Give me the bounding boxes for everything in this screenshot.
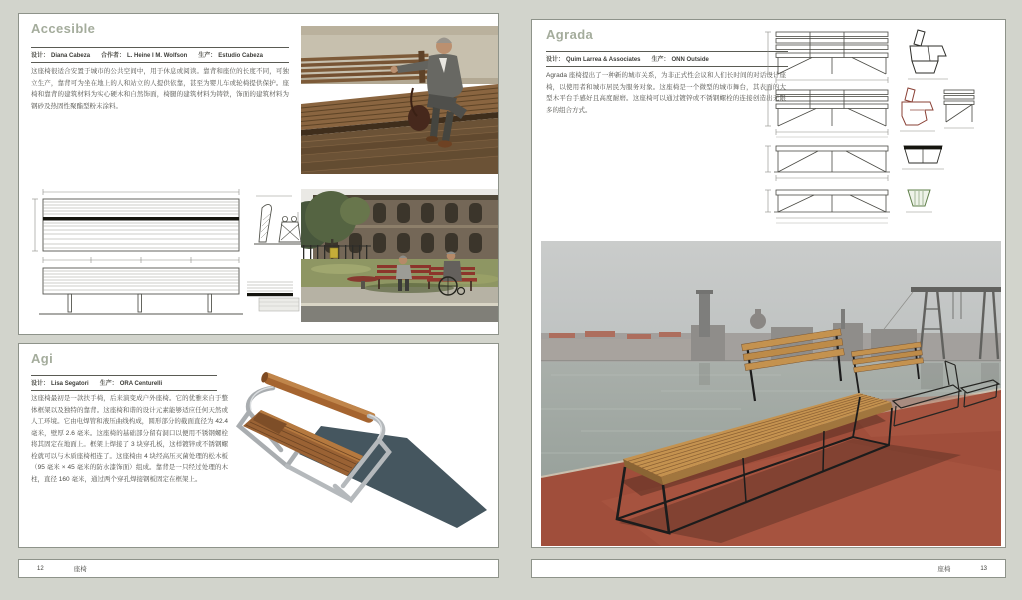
agi-title: Agi: [31, 351, 54, 366]
drawing-bench-lowback-elevation: [765, 88, 974, 137]
design-label: 设计：: [31, 381, 50, 387]
footer-left: [18, 559, 499, 578]
drawing-bench-end-view: [944, 90, 974, 128]
section-agi: [18, 343, 499, 548]
backrest-log: [260, 371, 376, 424]
producer-name: ONN Outside: [671, 57, 709, 63]
photo-two-men-red-bench: [301, 189, 498, 322]
bench-seat-detail: [247, 282, 299, 311]
render-agi-bench: [229, 358, 496, 543]
technical-drawing-accesible: [29, 186, 301, 326]
producer-label: 生产：: [651, 57, 670, 63]
design-label: 设计：: [546, 57, 565, 63]
bench-plan-view: [43, 199, 239, 251]
drawing-seat-slab-side: [902, 146, 944, 169]
designer-name: Diana Cabeza: [51, 53, 91, 59]
road: [301, 306, 498, 322]
drawing-bench-back-side: [908, 30, 948, 79]
designer-name: Quim Larrea & Associates: [566, 57, 641, 63]
section-accesible: [18, 13, 499, 335]
bench-side-section: [254, 196, 301, 244]
technical-drawing-agrada: [760, 26, 1000, 238]
chapter-title: 座椅: [937, 566, 951, 573]
drawing-backless-bench: [765, 146, 944, 181]
producer-name: Estudio Cabeza: [218, 53, 263, 59]
accesible-description: 这座椅很适合安置于城市的公共空间中，用于休息或阅读。靠背和座位的长度不同，可独立生产，靠背可为坐在地上的人和站立的人提供依靠，甚至为婴儿车或轮椅提供保护。座椅和靠背的建筑材料为实心硬木和自然饰面，椅腿的建筑材料为铸铁，饰面的建筑材料为钢砂及热固性聚酯型粉末涂料。: [31, 68, 289, 110]
page-number: 13: [980, 565, 987, 572]
page-number: 12: [37, 565, 44, 572]
accesible-title: Accesible: [31, 21, 96, 36]
photo-waterfront-benches: [541, 241, 1001, 546]
yellow-sign: [330, 248, 338, 258]
producer-name: ORA Centurelli: [119, 381, 163, 387]
agrada-description: Agrada 座椅提出了一种新的城市关系，为非正式性会议和人们长时间的对话设计座椅，以使用者和城市居民为服务对象。这座椅是一个微型的城市舞台，其表面的大型木平台手感好且高度耐磨。这座椅可以通过镀锌或不锈钢螺栓的连接创造出无限多的组合方式。: [546, 72, 786, 114]
agi-description: 这座椅最初是一款扶手椅，后来演变成户外座椅。它的优雅来自于整体框架以及独特的靠背。这座椅和谐的设计元素能够适应任何天然或人工环境。它由电焊管和液压曲线构成，圆形部分的截面直径为 42.4 毫米，壁厚 2.6 毫米。这座椅的基础部分留有洞口以便用不锈钢螺栓将其固定在地面上。框架上焊接了 3 块穿孔板，这样镀锌或不锈钢螺栓就可以与木质座椅相连了。这座椅由 4 块经高压灭菌处理的松木板（95 毫米 × 45 毫米的防水漆饰面）组成。靠背是一只经过处理的木柱，直径 160 毫米，通过两个穿孔焊接钢板固定在框架上。: [31, 395, 228, 483]
drawing-bench-red-side: [900, 88, 935, 131]
section-agrada: [531, 19, 1006, 548]
collaborator-name: L. Heine I M. Wolfson: [127, 53, 188, 59]
design-label: 设计：: [31, 53, 50, 59]
drawing-green-section: [906, 190, 932, 212]
designer-name: Lisa Segatori: [51, 381, 89, 387]
chapter-title: 座椅: [73, 566, 87, 573]
agrada-credit: [546, 51, 788, 67]
drawing-bench-back-elevation: [765, 30, 948, 83]
agrada-title: Agrada: [546, 27, 594, 42]
producer-label: 生产：: [99, 381, 118, 387]
drawing-low-bench: [765, 190, 932, 223]
producer-label: 生产：: [198, 53, 217, 59]
photo-man-on-bench: [301, 26, 498, 174]
footer-right: [531, 559, 1006, 578]
accesible-credit: [31, 47, 289, 63]
collaborator-label: 合作者：: [101, 53, 126, 59]
agi-credit: [31, 375, 217, 391]
bench-elevation-view: [39, 268, 243, 314]
